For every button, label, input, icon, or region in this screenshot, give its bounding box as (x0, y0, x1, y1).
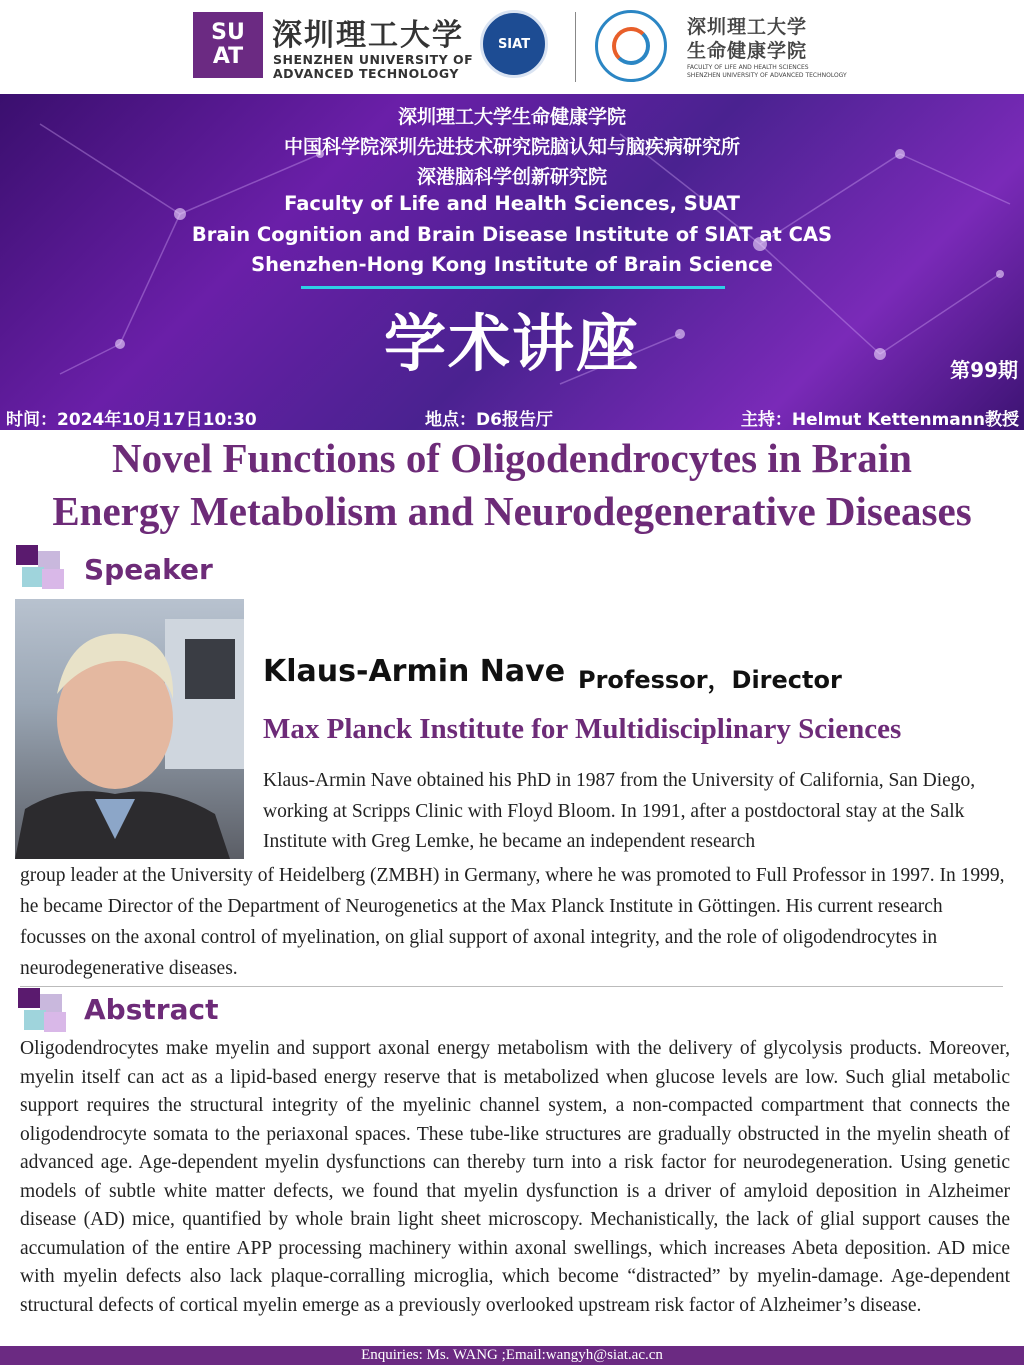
speaker-institution: Max Planck Institute for Multidisciplinary Sciences (263, 713, 902, 745)
dna-helix-icon (612, 27, 650, 65)
speaker-portrait-illustration (15, 599, 244, 859)
section-divider (20, 986, 1003, 987)
speaker-name: Klaus-Armin Nave (263, 654, 566, 689)
logo-divider (575, 12, 576, 82)
banner-en-line-3: Shenzhen-Hong Kong Institute of Brain Science (251, 253, 773, 276)
faculty-dna-logo (595, 10, 667, 82)
enquiries-footer: Enquiries: Ms. WANG ;Email:wangyh@siat.ac.cn (0, 1346, 1024, 1365)
suat-english-name-line2: ADVANCED TECHNOLOGY (273, 66, 459, 81)
faculty-chinese-name-line2: 生命健康学院 (687, 40, 808, 62)
suat-english-name-line1: SHENZHEN UNIVERSITY OF (273, 52, 474, 67)
faculty-english-name-line2: SHENZHEN UNIVERSITY OF ADVANCED TECHNOLOGY (687, 72, 847, 79)
banner-cn-line-2: 中国科学院深圳先进技术研究院脑认知与脑疾病研究所 (283, 136, 740, 158)
event-time: 时间：2024年10月17日10:30 (6, 410, 257, 430)
banner-cn-line-1: 深圳理工大学生命健康学院 (397, 106, 626, 128)
abstract-section-icon (16, 988, 66, 1032)
faculty-english-name-line1: FACULTY OF LIFE AND HEALTH SCIENCES (687, 64, 809, 71)
faculty-chinese-name-line1: 深圳理工大学 (687, 16, 808, 38)
speaker-title: Professor，Director (578, 666, 842, 694)
banner-cn-line-3: 深港脑科学创新研究院 (416, 166, 607, 188)
suat-chinese-name: 深圳理工大学 (272, 18, 464, 53)
lecture-banner (0, 94, 1024, 430)
abstract-section-label: Abstract (84, 993, 219, 1026)
banner-en-line-2: Brain Cognition and Brain Disease Institute of SIAT at CAS (191, 223, 833, 246)
speaker-photo (15, 599, 244, 859)
speaker-bio-top: Klaus-Armin Nave obtained his PhD in 1987 from the University of California, San Diego, working at Scripps Clinic with Floyd Bloom. In 1991, after a postdoctoral stay at the Salk Institute with Greg Lemke, he became an independent research (263, 770, 976, 852)
event-host: 主持：Helmut Kettenmann教授 (740, 410, 1019, 430)
speaker-section-label: Speaker (84, 553, 213, 586)
logo-bar (0, 0, 1024, 94)
issue-number: 第99期 (950, 358, 1018, 382)
banner-en-line-1: Faculty of Life and Health Sciences, SUAT (284, 192, 740, 215)
event-place: 地点：D6报告厅 (425, 410, 553, 430)
abstract-text: Oligodendrocytes make myelin and support axonal energy metabolism with the delivery of glycolysis products. Moreover, myelin itself can act as a lipid-based energy reserve that is metabolized when glucose levels are low. Such glial metabolic support requires the structural integrity of the myelinic channel system, a non-compacted compartment that connects the oligodendrocyte somata to the periaxonal spaces. These tube-like structures are gradually obstructed in the myelin sheath of advanced age. Age-dependent myelin dysfunctions can thereby turn into a risk factor for neurodegeneration. Using genetic models of subtle white matter defects, we found that myelin dysfunction is a driver of amyloid deposition in Alzheimer disease (AD) mice, quantified by whole brain light sheet microscopy. Mechanistically, the lack of glial support causes the accumulation of the entire APP processing machinery within axonal swellings, which increases Abeta deposition. AD mice with myelin defects also lack plaque-corralling microglia, which become “distracted” by myelin-damage. Age-dependent structural defects of cortical myelin emerge as a previously overlooked upstream risk factor of Alzheimer’s disease. (20, 1038, 1010, 1316)
speaker-bio-bottom: group leader at the University of Heidelberg (ZMBH) in Germany, where he was promoted to Full Professor in 1997. In 1999, he became Director of the Department of Neurogenetics at the Max Planck Institute in Göttingen. His current research focusses on the axonal control of myelination, on glial support of axonal integrity, and the role of oligodendrocytes in neurodegenerative diseases. (20, 865, 1005, 979)
talk-title-line2: Energy Metabolism and Neurodegenerative Diseases (52, 488, 972, 534)
talk-title-line1: Novel Functions of Oligodendrocytes in Brain (112, 435, 912, 481)
siat-logo: SIAT (480, 10, 548, 78)
speaker-section-icon (14, 545, 64, 589)
lecture-title: 学术讲座 (383, 307, 640, 380)
suat-logo-mark: SU AT (193, 12, 263, 78)
banner-cyan-rule (301, 286, 725, 289)
